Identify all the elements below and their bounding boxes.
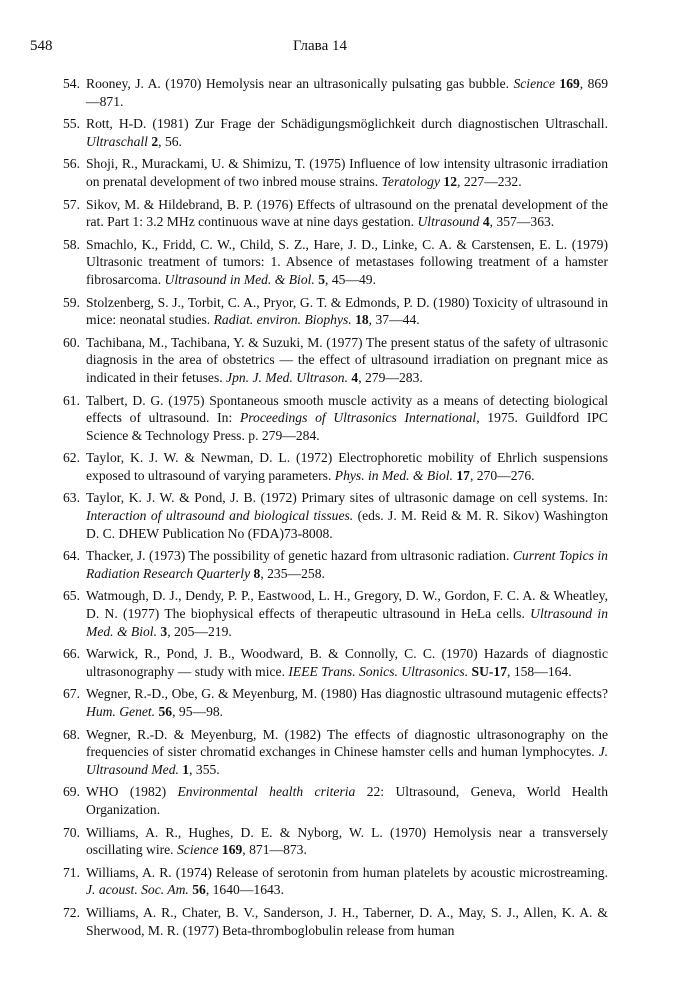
reference-item [42, 392, 608, 445]
reference-text-segment: Thacker, J. (1973) The possibility of genetic hazard from ultrasonic radiation. [86, 548, 513, 564]
reference-text [86, 75, 608, 110]
reference-text-segment: , 871—873. [242, 842, 307, 858]
reference-number: 60. [63, 334, 80, 350]
reference-text-segment: , 227—232. [457, 173, 522, 189]
volume-number: 2 [151, 133, 159, 149]
journal-title: Proceedings of Ultrasonics International, [239, 410, 480, 426]
journal-title: Interaction of ultrasound and biological tissues. [86, 508, 354, 524]
reference-text [86, 236, 608, 289]
volume-number: SU-17 [471, 663, 508, 679]
reference-text-segment: Watmough, D. J., Dendy, P. P., Eastwood, L. H., Gregory, D. W., Gordon, F. C. A. & Wheatley, D. N. (1977) The biophysical effects of therapeutic ultrasound in HeLa cells. [86, 588, 608, 622]
reference-text-segment: WHO (1982) [86, 784, 178, 800]
journal-title: Science [176, 842, 219, 858]
reference-text [86, 864, 608, 899]
reference-text-segment: , 869—871. [86, 76, 608, 109]
reference-text-segment: , 37—44. [368, 312, 420, 328]
journal-title: Environmental health criteria [177, 784, 356, 800]
journal-title: Ultrasound in Med. & Biol. [164, 271, 315, 287]
reference-number: 63. [63, 490, 80, 506]
reference-text [86, 334, 608, 387]
volume-number: 17 [456, 467, 470, 483]
journal-title: IEEE Trans. Sonics. Ultrasonics. [288, 663, 469, 679]
reference-number: 62. [63, 450, 80, 466]
reference-text [86, 726, 608, 779]
reference-text-segment: Wegner, R.-D. & Meyenburg, M. (1982) The effects of diagnostic ultrasonography on the frequencies of sister chromatid exchanges in Chinese hamster cells and human lymphocytes. [86, 726, 608, 760]
reference-text [86, 489, 608, 542]
volume-number: 5 [318, 271, 326, 287]
reference-number: 67. [63, 686, 80, 702]
reference-number: 66. [63, 646, 80, 662]
reference-text-segment: Rott, H-D. (1981) Zur Frage der Schädigungsmöglichkeit durch diagnostischen Ultraschall. [86, 116, 608, 132]
journal-title: Hum. Genet. [86, 704, 156, 719]
reference-text-segment: , 357—363. [489, 214, 555, 230]
reference-text-segment: Sikov, M. & Hildebrand, B. P. (1976) Effects of ultrasound on the prenatal development of the rat. Part 1: 3.2 MHz continuous wave at nine days gestation. [86, 196, 608, 230]
journal-title: Ultraschall [86, 133, 148, 149]
reference-text-segment: Williams, A. R., Hughes, D. E. & Nyborg, W. L. (1970) Hemolysis near a transversely oscillating wire. [86, 824, 608, 858]
reference-text-segment: Talbert, D. G. (1975) Spontaneous smooth muscle activity as a means of detecting biological effects of ultrasound. In: [86, 392, 608, 426]
reference-text [86, 294, 608, 329]
journal-title: Jpn. J. Med. Ultrason. [226, 369, 348, 385]
journal-title: J. acoust. Soc. Am. [86, 882, 189, 898]
reference-text-segment: Warwick, R., Pond, J. B., Woodward, B. & Connolly, C. C. (1970) Hazards of diagnostic ultrasonography — study with mice. [86, 646, 608, 679]
journal-title: J. Ultrasound Med. [86, 744, 608, 777]
reference-item [42, 783, 608, 818]
volume-number: 4 [351, 369, 359, 385]
volume-number: 18 [355, 312, 369, 328]
reference-item [42, 864, 608, 899]
reference-text [86, 587, 608, 640]
reference-item [42, 904, 608, 939]
page-number: 548 [30, 38, 53, 54]
reference-text-segment: Stolzenberg, S. J., Torbit, C. A., Pryor, G. T. & Edmonds, P. D. (1980) Toxicity of ultrasound in mice: neonatal studies. [86, 294, 608, 328]
reference-number: 65. [63, 588, 80, 604]
reference-text-segment: , 45—49. [325, 271, 376, 287]
reference-number: 59. [63, 294, 80, 310]
volume-number: 1 [182, 761, 190, 777]
volume-number: 12 [443, 173, 458, 189]
reference-item [42, 155, 608, 190]
journal-title: Phys. in Med. & Biol. [334, 467, 453, 483]
reference-text [86, 783, 608, 818]
reference-text-segment: Williams, A. R., Chater, B. V., Sanderson, J. H., Taberner, D. A., May, S. J., Allen, K. A. & Sherwood, M. R. (1977) Beta-thromboglobulin release from human [86, 904, 608, 938]
reference-text-segment: Tachibana, M., Tachibana, Y. & Suzuki, M. (1977) The present status of the safety of ultrasonic diagnosis in the area of obstetrics — the effect of ultrasound irradiation on pregnant mice as indicated in their fetuses. [86, 334, 608, 385]
reference-text-segment: Taylor, K. J. W. & Pond, J. B. (1972) Primary sites of ultrasonic damage on cell systems. In: [86, 490, 608, 506]
volume-number: 169 [559, 76, 580, 91]
volume-number: 3 [160, 623, 168, 639]
volume-number: 8 [253, 565, 261, 581]
reference-number: 70. [63, 824, 80, 840]
volume-number: 169 [221, 842, 243, 858]
reference-number: 57. [63, 196, 80, 212]
reference-text-segment: , 158—164. [507, 663, 572, 679]
reference-number: 72. [63, 904, 80, 920]
reference-item [42, 645, 608, 680]
reference-item [42, 294, 608, 329]
reference-text [86, 547, 608, 582]
reference-number: 64. [63, 548, 80, 564]
reference-item [42, 726, 608, 779]
reference-text-segment: 1975. Guildford IPC Science & Technology Press. p. 279—284. [86, 410, 609, 443]
journal-title: Ultrasound [417, 214, 480, 230]
journal-title: Radiat. environ. Biophys. [213, 312, 352, 328]
reference-text [86, 115, 608, 150]
reference-text [86, 824, 608, 859]
reference-text [86, 645, 608, 680]
journal-title: Current Topics in Radiation Research Quarterly [86, 548, 608, 581]
chapter-title: Глава 14 [293, 38, 347, 54]
reference-text-segment: , 56. [158, 133, 182, 149]
reference-text-segment: , 1640—1643. [205, 882, 284, 898]
reference-text-segment: Smachlo, K., Fridd, C. W., Child, S. Z., Hare, J. D., Linke, C. A. & Carstensen, E. L. (1979) Ultrasonic treatment of tumors: 1. Absence of metastases following treatment of a hamster fibrosarcoma. [86, 236, 608, 287]
reference-item [42, 489, 608, 542]
reference-text-segment: , 270—276. [469, 467, 535, 483]
reference-text-segment: , 279—283. [358, 369, 423, 385]
reference-number: 68. [63, 726, 80, 742]
reference-number: 71. [63, 864, 80, 880]
journal-title: Science [513, 76, 555, 91]
reference-text [86, 392, 608, 445]
reference-text-segment: Rooney, J. A. (1970) Hemolysis near an ultrasonically pulsating gas bubble. [86, 76, 514, 91]
volume-number: 4 [482, 214, 490, 230]
reference-number: 56. [63, 156, 80, 172]
reference-item [42, 824, 608, 859]
reference-item [42, 685, 608, 720]
reference-item [42, 449, 608, 484]
journal-title: Teratology [381, 173, 441, 189]
reference-item [42, 236, 608, 289]
reference-text-segment: , 205—219. [167, 623, 232, 639]
reference-number: 54. [63, 76, 80, 91]
reference-text [86, 155, 608, 190]
reference-number: 69. [63, 784, 80, 800]
volume-number: 56 [158, 704, 173, 719]
reference-number: 61. [63, 392, 80, 408]
reference-item [42, 587, 608, 640]
reference-text-segment: Shoji, R., Murackami, U. & Shimizu, T. (1975) Influence of low intensity ultrasonic irradiation on prenatal development of two inbred mouse strains. [86, 156, 608, 189]
reference-text [86, 196, 608, 231]
reference-number: 58. [63, 236, 80, 252]
reference-item [42, 115, 608, 150]
journal-title: Ultrasound in Med. & Biol. [86, 606, 608, 639]
reference-text-segment: Taylor, K. J. W. & Newman, D. L. (1972) Electrophoretic mobility of Ehrlich suspensions exposed to ultrasound of varying parameters. [86, 450, 608, 483]
reference-text-segment: (eds. J. M. Reid & M. R. Sikov) Washington D. C. DHEW Publication No (FDA)73-8008. [86, 508, 608, 541]
reference-text-segment: , 95—98. [172, 704, 224, 719]
volume-number: 56 [192, 882, 206, 898]
reference-text [86, 685, 608, 720]
reference-text [86, 449, 608, 484]
page-header [30, 38, 610, 58]
reference-text-segment: , 355. [189, 761, 220, 777]
reference-list [42, 75, 608, 944]
reference-item [42, 75, 608, 110]
reference-item [42, 196, 608, 231]
reference-item [42, 334, 608, 387]
reference-text-segment: Wegner, R.-D., Obe, G. & Meyenburg, M. (1980) Has diagnostic ultrasound mutagenic effects? [86, 686, 608, 702]
reference-text-segment: Williams, A. R. (1974) Release of serotonin from human platelets by acoustic microstreaming. [86, 864, 608, 880]
reference-text [86, 904, 608, 939]
reference-text-segment: 22: Ultrasound, Geneva, World Health Organization. [86, 784, 608, 817]
reference-text-segment: , 235—258. [260, 565, 325, 581]
reference-item [42, 547, 608, 582]
reference-number: 55. [63, 116, 80, 132]
